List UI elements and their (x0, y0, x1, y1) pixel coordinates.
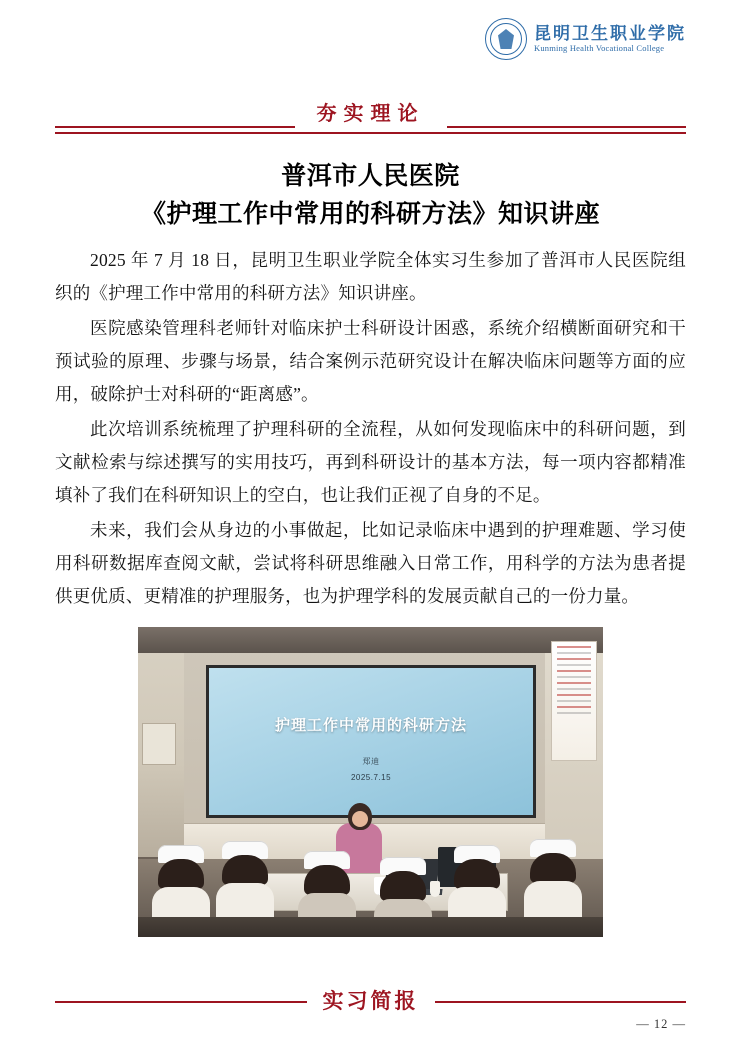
college-logo (485, 18, 686, 60)
page-header (55, 0, 686, 92)
article-headline (55, 158, 686, 234)
article (55, 158, 686, 613)
footer-title: 实习简报 (307, 985, 435, 1017)
article-paragraph: 2025 年 7 月 18 日，昆明卫生职业学院全体实习生参加了普洱市人民医院组织的《护理工作中常用的科研方法》知识讲座。 (55, 250, 686, 303)
college-name-cn: 昆明卫生职业学院 (534, 24, 686, 44)
article-body (55, 244, 686, 613)
photo-scene (138, 627, 603, 937)
slide-presenter: 郑迪 (362, 757, 380, 766)
projection-screen (206, 665, 536, 818)
article-paragraph: 未来，我们会从身边的小事做起，比如记录临床中遇到的护理难题、学习使用科研数据库查阅文献，尝试将科研思维融入日常工作，用科学的方法为患者提供更优质、更精准的护理服务，也为护理学科的发展贡献自己的一份力量。 (55, 520, 686, 606)
college-seal-icon (485, 18, 527, 60)
wall-poster (551, 641, 597, 761)
section-title: 夯实理论 (295, 100, 447, 128)
wall-box (142, 723, 176, 765)
section-banner (55, 100, 686, 134)
college-name-en: Kunming Health Vocational College (534, 43, 665, 54)
headline-line-1: 普洱市人民医院 (281, 163, 460, 190)
slide-date: 2025.7.15 (350, 773, 392, 782)
article-paragraph: 医院感染管理科老师针对临床护士科研设计困惑，系统介绍横断面研究和干预试验的原理、步骤与场景，结合案例示范研究设计在解决临床问题等方面的应用，破除护士对科研的“距离感”。 (55, 318, 686, 404)
article-paragraph: 此次培训系统梳理了护理科研的全流程，从如何发现临床中的科研问题，到文献检索与综述撰写的实用技巧，再到科研设计的基本方法，每一项内容都精准填补了我们在科研知识上的空白，也让我们正视了自身的不足。 (55, 419, 686, 505)
college-logo-text (534, 25, 686, 53)
slide-title: 护理工作中常用的科研方法 (274, 717, 467, 734)
lecture-photo (138, 627, 603, 937)
page-footer (55, 985, 686, 1031)
headline-line-2: 《护理工作中常用的科研方法》知识讲座 (140, 201, 600, 228)
page-number: — 12 — (636, 1017, 686, 1031)
section-rule-bottom (55, 132, 686, 134)
